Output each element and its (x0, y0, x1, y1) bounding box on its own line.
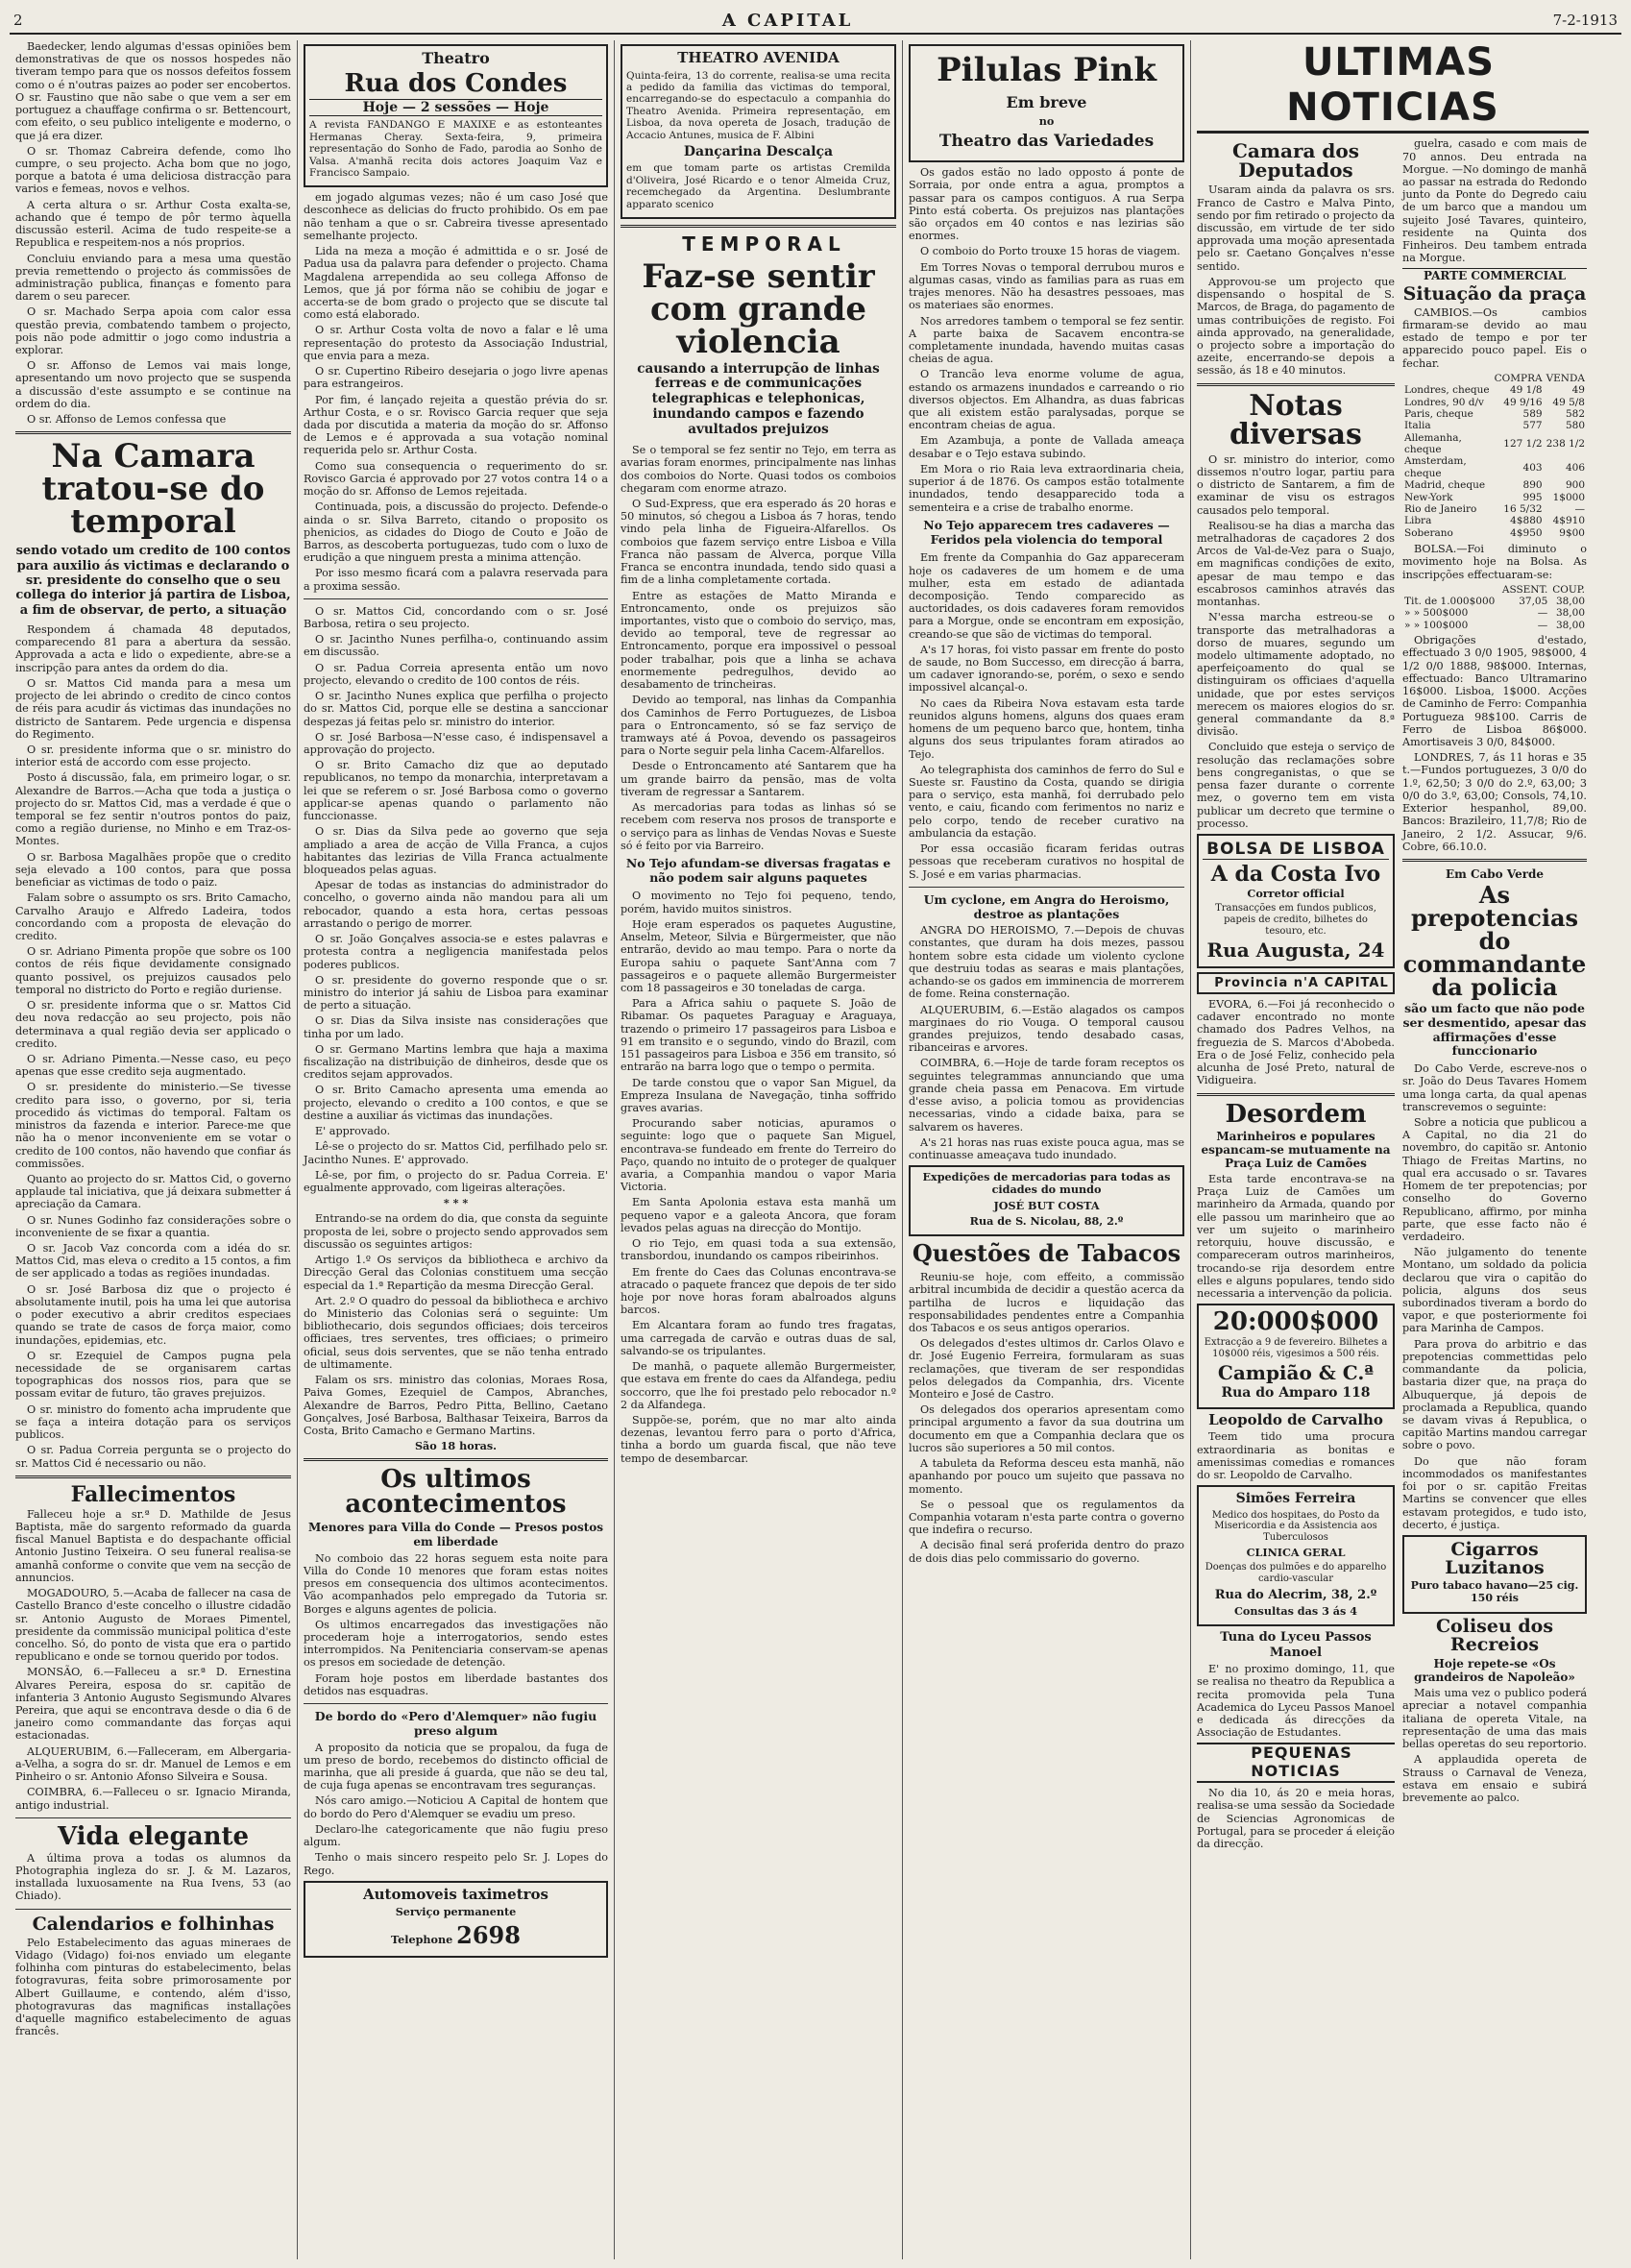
ad-text: Doenças dos pulmões e do apparelho cardio-vascular (1205, 1562, 1387, 1585)
paragraph: Art. 2.º O quadro do pessoal da bibliotheca e archivo do Ministerio das Colonias será o seguinte: Um bibliothecario, dois segundos officiaes; dois terceiros officiaes, tres serventes, tres officiaes; o primeiro oficial, seus dois serventes, que se não tenha entrado de ultimamente. (304, 1294, 608, 1371)
paper-title: A CAPITAL (721, 10, 854, 31)
cell: 582 (1565, 407, 1585, 420)
paragraph: Nos arredores tambem o temporal se fez sentir. A parte baixa de Sacavem encontra-se completamente inundada, havendo muitas casas cheias de agua. (909, 314, 1184, 366)
paragraph: Obrigações d'estado, effectuado 3 0/0 1905, 98$000, 4 1/2 0/0 1888, 98$000. Internas, effectuado: Banco Ultramarino 16$000. Lisboa, 1$000. Acções de Caminho de Ferro: Companhia Portugueza 98$100. Carris de Ferro de Lisboa 86$000. Amortisaveis 3 0/0, 84$000. (1402, 634, 1587, 748)
table-header-cell: VENDA (1546, 372, 1585, 384)
paragraph: MONSÃO, 6.—Falleceu a sr.ª D. Ernestina Alvares Pereira, esposa do sr. capitão de infanteria 3 Antonio Augusto Segismundo Alvares Pereira, que aqui se encontrava desde o dia 6 de janeiro como commandante das forças aqui estacionadas. (15, 1666, 291, 1743)
paragraph: Para prova do arbitrio e das prepotencias commettidas pelo commandante da policia, bastaria dizer que, na praça do Albuquerque, já depois de proclamada a Republica, quando se davam vivas á Republica, o capitão Martins mandou carregar sobre o povo. (1402, 1337, 1587, 1452)
cell: 238 1/2 (1546, 437, 1585, 450)
fallecimentos-title: Fallecimentos (70, 1481, 236, 1507)
paragraph: Desde o Entroncamento até Santarem que ha um grande bairro da pensão, mas de volta tiveram de regressar a Santarem. (621, 760, 896, 798)
cell: 38,00 (1555, 619, 1585, 631)
paragraph: MOGADOURO, 5.—Acaba de fallecer na casa de Castello Branco d'este concelho o illustre cidadão sr. Antonio Augusto de Moraes Pimentel, presidente da commissão municipal politica d'este concelho. Só, do ponto de vista que era o partido republicano e onde se tornou querido por todos. (15, 1587, 291, 1664)
paragraph: N'essa marcha estreou-se o transporte das metralhadoras a dorso de muares, segundo um modelo ultimamente adoptado, no aperfeiçoamento do qual se distinguiram os officiaes d'aquella unidade, que por estes serviços merecem os maiores elogios do sr. general commandante da 8.ª divisão. (1197, 611, 1395, 739)
paragraph: O Trancão leva enorme volume de agua, estando os armazens inundados e carreando o rio diversos objectos. Em Alhandra, as duas fabricas que ali existem estão paralysadas, porque se encontram cheias de agua. (909, 368, 1184, 432)
phone-number: 2698 (456, 1920, 521, 1949)
paragraph: Suppõe-se, porém, que no mar alto ainda dezenas, levantou ferro para o porto d'Africa, tinha a bordo um guarda fiscal, que não teve tempo de desembarcar. (621, 1413, 896, 1465)
paragraph: O Sud-Express, que era esperado ás 20 horas e 50 minutos, só chegou a Lisboa ás 7 horas, tendo vindo pela linha de Figueira-Alfarellos. Os comboios que fazem serviço entre Lisboa e Villa Franca não passam de Alverca, porque Villa Franca se encontra inundada, tendo sido quasi a fim de a linha completamente cortada. (621, 498, 896, 587)
leopoldo-title: Leopoldo de Carvalho (1208, 1411, 1383, 1429)
ad-title: THEATRO AVENIDA (677, 49, 840, 66)
table-header-cell: ASSENT. (1501, 583, 1548, 596)
column-1 (10, 40, 298, 2259)
paragraph: O sr. José Barbosa diz que o projecto é absolutamente inutil, pois ha uma lei que autorisa o poder executivo a abrir creditos especiaes quando se trate de casos de força maior, como inundações, epidemias, etc. (15, 1282, 291, 1347)
paragraph: A decisão final será proferida dentro do prazo de dois dias pelo commissario do governo. (909, 1539, 1184, 1565)
ad-text: Serviço permanente (395, 1905, 517, 1919)
paragraph: Os delegados dos operarios apresentam como principal argumento a favor da sua doutrina um documento em que a Companhia declara que os lucros são superiores a 50 mil contos. (909, 1403, 1184, 1454)
temporal-label: TEMPORAL (682, 232, 846, 256)
table-header (1402, 373, 1587, 384)
paragraph: Por fim, é lançado rejeita a questão prévia do sr. Arthur Costa, e o sr. Rovisco Garcia requer que seja dada por discutida a materia da moção do sr. Affonso de Lemos e é approvada a sua votação nominal requerida pelo sr. Arthur Costa. (304, 393, 608, 457)
vida-elegante-title: Vida elegante (57, 1821, 250, 1851)
ad-text: em que tomam parte os artistas Cremilda d'Oliveira, José Ricardo e o tenor Almeida Cruz, recemchegado da Argentina. Deslumbrante apparato scenico (626, 162, 890, 210)
headline-camara: Na Camara tratou-se do temporal (41, 437, 265, 542)
ad-name: A da Costa Ivo (1210, 862, 1381, 888)
cell: 37,05 (1519, 596, 1548, 608)
cabo-verde-title: Em Cabo Verde (1445, 866, 1545, 881)
paragraph: O sr. presidente informa que o sr. ministro do interior está de accordo com esse projecto. (15, 743, 291, 769)
table-row (1402, 515, 1587, 526)
cell: 127 1/2 (1503, 437, 1543, 450)
ad-pilulas-pink (909, 44, 1184, 162)
ad-text: Extracção a 9 de fevereiro. Bilhetes a 10$000 réis, vigesimos a 500 réis. (1204, 1337, 1388, 1359)
parte-commercial: PARTE COMMERCIAL (1402, 268, 1587, 282)
paragraph: O sr. Barbosa Magalhães propõe que o credito seja elevado a 100 contos, para que possa beneficiar as victimas de todo o paiz. (15, 850, 291, 890)
cell: Amsterdam, cheque (1404, 455, 1467, 479)
cyclone-title: Um cyclone, em Angra do Heroismo, destroe as plantações (923, 891, 1170, 921)
table-row (1402, 455, 1587, 479)
paragraph: ALQUERUBIM, 6.—Falleceram, em Albergaria-a-Velha, a sogra do sr. dr. Manuel de Lemos e em Pinheiro o sr. Antonio Afonso Silveira e Sousa. (15, 1744, 291, 1784)
divider (304, 1703, 608, 1704)
ad-show: Dançarina Descalça (683, 143, 834, 159)
divider (15, 1909, 291, 1910)
ad-sessions: Hoje — 2 sessões — Hoje (309, 99, 602, 117)
paragraph: guelra, casado e com mais de 70 annos. Deu entrada na Morgue. —No domingo de manhã ao passar na estrada do Redondo junto da Ponte do Degredo caiu de um barco que a mandou um sujeito José Tavares, quinteiro, residente na Quinta dos Finheiros. Deu tambem entrada na Morgue. (1402, 137, 1587, 265)
paragraph: O sr. Mattos Cid manda para a mesa um projecto de lei abrindo o credito de cinco contos de réis para acudir ás victimas das inundações no districto de Santarem. Pede urgencia e dispensa do Regimento. (15, 676, 291, 741)
cell: 49 1/8 (1509, 384, 1543, 397)
ad-title: Automoveis taximetros (363, 1885, 548, 1903)
paragraph: O sr. Jacob Vaz concorda com a idéa do sr. Mattos Cid, mas eleva o credito a 15 contos, a fim de ser applicado a todas as regiões inundadas. (15, 1242, 291, 1280)
headline-temporal: Faz-se sentir com grande violencia (642, 256, 875, 361)
paragraph: Do que não foram incommodados os manifestantes foi por o sr. capitão Freitas Martins se convencer que elles estavam protegidos, e tudo isto, decerto, é justiça. (1402, 1454, 1587, 1531)
cell: 589 (1522, 407, 1543, 420)
ad-cigarros (1402, 1535, 1587, 1614)
cell: 900 (1565, 479, 1585, 492)
paragraph: Hoje eram esperados os paquetes Augustine, Anselm, Meteor, Silvia e Bürgermeister, que não entrarão, devido ao mau tempo. Para o norte da Europa sahiu o paquete Sant'Anna com 7 passageiros e o paquete allemão Burgermeister com 18 passageiros e 30 toneladas de carga. (621, 917, 896, 994)
paragraph: em jogado algumas vezes; não é um caso José que desconhece as delicias do fructo prohibido. Os em pae não tenham a que o sr. Cabreira tivesse apresentado semelhante projecto. (304, 191, 608, 242)
divider (1197, 1093, 1395, 1096)
ad-lottery (1197, 1304, 1395, 1409)
article-text: O sr. Affonso de Lemos confessa que (27, 413, 227, 427)
cell: Londres, 90 d/v (1404, 396, 1484, 408)
paragraph: ANGRA DO HEROISMO, 7.—Depois de chuvas constantes, que duram ha dois mezes, passou hontem sobre esta cidade um violento cyclone que destruiu todas as searas e mais plantações, achando-se os gados em imminencia de morrerem de fome. Reina consternação. (909, 924, 1184, 1001)
paragraph: Nós caro amigo.—Noticiou A Capital de hontem que do bordo do Pero d'Alemquer se evadiu um preso. (304, 1794, 608, 1820)
tabacos-title: Questões de Tabacos (912, 1239, 1181, 1268)
notas-title: Notas diversas (1229, 388, 1362, 451)
cell: 4$910 (1552, 515, 1585, 527)
paragraph: O sr. presidente do ministerio.—Se tivesse credito para isso, o governo, por si, teria procedido ás victimas do temporal. Faltam os ministros da fazenda e interior. Parece-me que não ha o menor inconveniente em se votar o credito de 100 contos, não havendo que confiar ás commissões. (15, 1081, 291, 1170)
paragraph: Em frente do Caes das Colunas encontrava-se atracado o paquete francez que depois de ter sido hoje por nove horas foram abalroados alguns barcos. (621, 1265, 896, 1317)
cell: 403 (1522, 461, 1543, 474)
table-row (1402, 596, 1587, 607)
paragraph: São 18 horas. (414, 1439, 498, 1453)
table-row (1402, 620, 1587, 631)
paragraph: Apesar de todas as instancias do administrador do concelho, o governo ainda não mandou para ali um rebocador, quando a esta hora, certas pessoas arrastando o perigo de morrer. (304, 879, 608, 930)
paragraph: Declaro-lhe categoricamente que não fugiu preso algum. (304, 1822, 608, 1849)
table-row (1402, 432, 1587, 456)
ad-automoveis (304, 1881, 608, 1958)
divider (909, 887, 1184, 888)
cell: 4$880 (1510, 515, 1543, 527)
ad-text: Theatro das Variedades (938, 132, 1155, 152)
paragraph: O sr. Dias da Silva insiste nas considerações que tinha por um lado. (304, 1014, 608, 1040)
column-4 (903, 40, 1191, 2259)
cell: 4$950 (1510, 526, 1543, 539)
cadaveres-title: No Tejo apparecem tres cadaveres — Feridos pela violencia do temporal (923, 517, 1170, 547)
cell: 9$00 (1559, 526, 1585, 539)
cell: New-York (1404, 491, 1453, 503)
bolsa-table (1402, 584, 1587, 632)
paragraph: O sr. Mattos Cid, concordando com o sr. José Barbosa, retira o seu projecto. (304, 604, 608, 631)
paragraph: Se o pessoal que os regulamentos da Companhia votaram n'esta parte contra o governo que indefira o recurso. (909, 1498, 1184, 1537)
article-text: O sr. Machado Serpa apoia com calor essa questão previa, combatendo tambem o projecto, pois não pode admittir o jogo como industria a explorar. (15, 305, 291, 357)
table-header-cell (1402, 584, 1499, 596)
paragraph: BOLSA.—Foi diminuto o movimento hoje na Bolsa. As inscripções effectuaram-se: (1402, 543, 1587, 581)
paragraph: O sr. Germano Martins lembra que haja a maxima fiscalização na distribuição de dinheiros, desde que os creditos sejam approvados. (304, 1042, 608, 1082)
paragraph: Por essa occasião ficaram feridas outras pessoas que receberam curativos no hospital de S. José e em varias pharmacias. (909, 842, 1184, 881)
paragraph: Não julgamento do tenente Montano, um soldado da policia declarou que vira o capitão do policia, alguns dos seus subordinados tiveram a bordo do vapor, e que posteriormente foi para Marinha de Campos. (1402, 1246, 1587, 1335)
paragraph: Para a Africa sahiu o paquete S. João de Ribamar. Os paquetes Paraguay e Araguaya, trazendo o primeiro 17 passageiros para Lisboa e 91 em transito e o segundo, vindo do Brazil, com 151 passageiros para Lisboa e 356 em transito, só entrarão na barra logo que o tempo o permita. (621, 997, 896, 1074)
paragraph: O sr. Brito Camacho diz que ao deputado republicanos, no tempo da monarchia, interpretavam a lei que se referem o sr. José Barbosa como o governo applicar-se apenas quando o parlamento não funccionasse. (304, 759, 608, 823)
paragraph: Falleceu hoje a sr.ª D. Mathilde de Jesus Baptista, mãe do sargento reformado da guarda fiscal Manuel Baptista e do despachante official Antonio Justino Teixeira. O seu funeral realisa-se amanhã conforme o convite que vem na secção de annuncios. (15, 1507, 291, 1584)
table-header (1402, 584, 1587, 596)
divider (15, 1475, 291, 1478)
paragraph: Lê-se o projecto do sr. Mattos Cid, perfilhado pelo sr. Jacintho Nunes. E' approvado. (304, 1140, 608, 1166)
ad-text: Consultas das 3 ás 4 (1234, 1604, 1357, 1619)
cell: Madrid, cheque (1404, 479, 1486, 492)
divider (304, 1458, 608, 1461)
paragraph: Em Alcantara foram ao fundo tres fragatas, uma carregada de carvão e outras duas de sal, salvando-se os tripulantes. (621, 1319, 896, 1357)
paragraph: Respondem á chamada 48 deputados, comparecendo 81 para a abertura da sessão. Approvada a acta e lido o expediente, abre-se a inscripção para antes da ordem do dia. (15, 622, 291, 674)
provincia-title: Provincia n'A CAPITAL (1197, 972, 1395, 994)
ad-text: Medico dos hospitaes, do Posto da Misericordia e da Assistencia aos Tuberculosos (1211, 1509, 1380, 1544)
paragraph: No caes da Ribeira Nova estavam esta tarde reunidos alguns homens, alguns dos quaes eram homens de um pequeno barco que, hontem, tinha alguns dos seus tripulantes foram atirados ao Tejo. (909, 696, 1184, 761)
table-header-cell (1402, 373, 1493, 384)
article-text: Concluiu enviando para a mesa uma questão previa remettendo o projecto ás commissões de administração publica, finanças e fomento para darem o seu parecer. (15, 252, 291, 304)
ad-title: Simões Ferreira (1235, 1491, 1356, 1507)
cell: Londres, cheque (1404, 384, 1490, 397)
paragraph: O sr. Dias da Silva pede ao governo que seja ampliado a area de acção de Villa Franca, a cujos habitantes das lezirias de Villa Franca actualmente bloqueados pelas aguas. (304, 825, 608, 876)
paragraph: Os gados estão no lado opposto á ponte de Sorraia, por onde entra a agua, promptos a passar para os campos contiguos. A rua Serpa Pinto está coberta. Os prejuizos nas plantações são orçados em 40 contos e nas lezirias são enormes. (909, 166, 1184, 243)
ad-bolsa-lisboa (1197, 834, 1395, 968)
prepotencias-sub: são um facto que não pode ser desmentido, apesar das affirmações d'esse funccionario (1402, 1001, 1587, 1059)
coliseu-title: Coliseu dos Recreios (1435, 1615, 1554, 1655)
ad-name: Campião & C.ª (1217, 1360, 1375, 1384)
cell: Tit. de 1.000$000 (1404, 596, 1496, 608)
subheadline-camara: sendo votado um credito de 100 contos para auxilio ás victimas e declarando o sr. presidente do conselho que o seu collega do interior já partira de Lisboa, a fim de observar, de perto, a situação (15, 544, 291, 618)
cell: Rio de Janeiro (1404, 502, 1477, 515)
paragraph: Em frente da Companhia do Gaz appareceram hoje os cadaveres de um homem e de uma mulher, esta em estado de adiantada decomposição. Tendo comparecido as auctoridades, os dois cadaveres foram removidos para a Morgue, onde se encontram em exposição, creando-se que são de victimas do temporal. (909, 551, 1184, 641)
column-5 (1191, 40, 1594, 2259)
column-3 (615, 40, 903, 2259)
ad-text: A revista FANDANGO E MAXIXE e as estonteantes Hermanas Cheray. Sexta-feira, 9, primeira representação do Sonho de Fado, parodia ao Sonho de Valsa. A'manhã recita dois actores Joaquim Vaz e Francisco Sampaio. (309, 119, 602, 179)
divider (1402, 859, 1587, 862)
paragraph: O sr. Adriano Pimenta.—Nesse caso, eu peço apenas que esse credito seja augmentado. (15, 1052, 291, 1079)
paragraph: Devido ao temporal, nas linhas da Companhia dos Caminhos de Ferro Portuguezes, de Lisboa para o Entroncamento, só se faz serviço de tramways até á Povoa, devendo os passageiros para o Norte seguir pela linha Cacem-Alfarellos. (621, 694, 896, 758)
paragraph: O movimento no Tejo foi pequeno, tendo, porém, havido muitos sinistros. (621, 890, 896, 915)
camara-title: Camara dos Deputados (1231, 139, 1360, 183)
ad-text: Quinta-feira, 13 do corrente, realisa-se uma recita a pedido da familia das victimas do temporal, encarregando-se do espectaculo a companhia do Theatro Avenida. Primeira representação, em Lisboa, da nova opereta de Josach, tradução de Accacio Antunes, musica de F. Albini (626, 69, 890, 141)
paragraph: COIMBRA, 6.—Falleceu o sr. Ignacio Miranda, antigo industrial. (15, 1786, 291, 1812)
desordem-title: Desordem (1225, 1099, 1367, 1129)
paragraph: O sr. Cupertino Ribeiro desejaria o jogo livre apenas para estrangeiros. (304, 365, 608, 391)
cell: 49 9/16 (1503, 396, 1543, 408)
table-row (1402, 384, 1587, 396)
paragraph: E' approvado. (315, 1125, 391, 1138)
cell: 580 (1565, 420, 1585, 432)
table-row (1402, 607, 1587, 619)
ad-text: Puro tabaco havano—25 cig. 150 réis (1410, 1578, 1579, 1604)
cell: 577 (1522, 420, 1543, 432)
paragraph: Ao telegraphista dos caminhos de ferro do Sul e Sueste sr. Faustino da Costa, quando se dirigia para o serviço, esta manhã, foi derrubado pelo vento, e caiu, ficando com ferimentos no nariz e pelo corpo, tendo de receber curativo na ambulancia da estação. (909, 763, 1184, 840)
ad-text: Transacções em fundos publicos, papeis de credito, bilhetes do tesouro, etc. (1215, 903, 1376, 937)
article-text: A certa altura o sr. Arthur Costa exalta-se, achando que é tempo de pôr termo àquella discussão esteril. Acima de tudo respeite-se a Republica e respeitem-nos a nós proprios. (15, 198, 291, 250)
paragraph: Quanto ao projecto do sr. Mattos Cid, o governo applaude tal iniciativa, que já deixara submetter á apreciação da Camara. (15, 1172, 291, 1211)
paragraph: Falam os srs. ministro das colonias, Moraes Rosa, Paiva Gomes, Ezequiel de Campos, Abranches, Alexandre de Barros, Pedro Pitta, Bellino, Caetano Gonçalves, José Barbosa, Balthasar Teixeira, Barros da Costa, Brito Camacho e Germano Martins. (304, 1374, 608, 1437)
masthead (10, 8, 1621, 35)
paragraph: Posto á discussão, fala, em primeiro logar, o sr. Alexandre de Barros.—Acha que toda a justiça o projecto do sr. Mattos Cid, mas a verdade é que o temporal se fez sentir n'outros pontos do paiz, como a região duriense, no Minho e em Traz-os-Montes. (15, 771, 291, 848)
coliseu-sub: Hoje repete-se «Os grandeiros de Napoleão» (1414, 1656, 1575, 1685)
bordo-title: De bordo do «Pero d'Alemquer» não fugiu preso algum (314, 1709, 597, 1738)
divider (1197, 383, 1395, 386)
cell: 406 (1565, 461, 1585, 474)
lottery-prize: 20:000$000 (1212, 1307, 1379, 1337)
cell: 890 (1522, 479, 1543, 492)
columns-grid (10, 40, 1621, 2259)
ad-address: Rua do Amparo 118 (1221, 1384, 1371, 1401)
ultimos-sub: Menores para Villa do Conde — Presos postos em liberdade (307, 1521, 604, 1549)
ad-text: CLINICA GERAL (1246, 1546, 1346, 1560)
table-row (1402, 527, 1587, 539)
cell: 995 (1522, 491, 1543, 503)
cell: — (1537, 607, 1548, 620)
ad-address: Rua do Alecrim, 38, 2.º (1214, 1587, 1377, 1602)
table-row (1402, 479, 1587, 491)
cell: 1$000 (1552, 491, 1585, 503)
column-5b (1402, 137, 1587, 1853)
ad-title: Theatro (422, 49, 490, 67)
paragraph: CAMBIOS.—Os cambios firmaram-se devido ao mau estado de tempo e por ter apparecido pouco papel. Eis o fechar. (1402, 305, 1587, 370)
paragraph: De tarde constou que o vapor San Miguel, da Empreza Insulana de Navegação, tinha soffrido graves avarias. (621, 1076, 896, 1114)
paragraph: A applaudida opereta de Strauss o Carnaval de Veneza, estava em ensaio e subirá brevemente ao palco. (1402, 1753, 1587, 1804)
ad-theatro-avenida (621, 44, 896, 219)
paragraph: E' no proximo domingo, 11, que se realisa no theatro da Republica a recita promovida pela Tuna Academica do Lyceu Passos Manoel e dedicada ás direcções da Associação de Estudantes. (1197, 1663, 1395, 1740)
ad-address: Rua Augusta, 24 (1206, 938, 1385, 962)
paragraph: Teem tido uma procura extraordinaria as bonitas e amenissimas comedias e romances do sr. Leopoldo de Carvalho. (1197, 1430, 1395, 1481)
paragraph: Em Mora o rio Raia leva extraordinaria cheia, superior á de 1876. Os campos estão totalmente inundados, tendo desapparecido toda a sementeira e a crise de trabalho enorme. (909, 462, 1184, 514)
cell: — (1537, 619, 1548, 631)
paragraph: Lida na meza a moção é admittida e o sr. José de Padua usa da palavra para defender o projecto. Chama Magdalena arrependida ao seu collega Affonso de Lemos, que já por fórma não se cohibiu de jogar e accerta-se de bom grado o projecto que se discute tal como está elaborado. (304, 245, 608, 322)
paragraph: O sr. Brito Camacho apresenta uma emenda ao projecto, elevando o credito a 100 contos, e que se destine a auxiliar ás victimas das inundações. (304, 1084, 608, 1122)
table-row (1402, 397, 1587, 408)
ad-theatro-rua-condes (304, 44, 608, 187)
divider (15, 431, 291, 434)
paragraph: Tenho o mais sincero respeito pelo Sr. J. Lopes do Rego. (304, 1851, 608, 1877)
paragraph: Falam sobre o assumpto os srs. Brito Camacho, Carvalho Araujo e Alfredo Ladeira, todos concordando com a proposta de elevação do credito. (15, 891, 291, 943)
tuna-title: Tuna do Lyceu Passos Manoel (1220, 1630, 1372, 1660)
ad-title: Pilulas Pink (937, 51, 1156, 89)
cell: » » 100$000 (1404, 619, 1469, 631)
paragraph: O sr. João Gonçalves associa-se e estes palavras e protesta contra a negligencia manifestada pelos poderes publicos. (304, 933, 608, 971)
cell: 38,00 (1555, 596, 1585, 608)
ad-title: Expedições de mercadorias para todas as cidades do mundo (922, 1170, 1171, 1197)
camara-body (15, 623, 291, 1470)
table-header-cell: COMPRA (1494, 372, 1543, 384)
subheadline-temporal: causando a interrupção de linhas ferreas e de communicações telegraphicas e telephonicas, inundando campos e fazendo avultados prejuizos (637, 360, 880, 438)
exchange-rates-table (1402, 373, 1587, 539)
cell: » » 500$000 (1404, 607, 1469, 620)
phone-label: Telephone (391, 1932, 453, 1946)
paragraph: Procurando saber noticias, apuramos o seguinte: logo que o paquete San Miguel, encontrava-se fundeado em frente do Terreiro do Paço, quando no intuito de o proteger de qualquer avaria, a Companhia mandou o vapor Maria Victoria. (621, 1117, 896, 1194)
paragraph: Entre as estações de Matto Miranda e Entroncamento, onde os prejuizos são importantes, visto que o comboio do serviço, mas, devido ao temporal, teve de regressar ao Entroncamento, porque era impossivel o pessoal poder trabalhar, pois que a linha se achava enormemente pedregulhos, devido ao desabamento de trincheiras. (621, 589, 896, 692)
paragraph: O sr. presidente informa que o sr. Mattos Cid deu nova redacção ao seu projecto, pois não determinava a qual região devia ser applicado o credito. (15, 999, 291, 1050)
paragraph: O sr. Adriano Pimenta propõe que sobre os 100 contos de réis fique devidamente consignado quanto possivel, os prejuizos causados pelo temporal no districto do Porto e região duriense. (15, 945, 291, 996)
tejo-subheadline: No Tejo afundam-se diversas fragatas e não podem sair alguns paquetes (625, 855, 891, 885)
paragraph: A's 17 horas, foi visto passar em frente do posto de saude, no Bom Successo, em direcção á barra, um cadaver ignorando-se, porém, o sexo e sendo impossivel alcançal-o. (909, 643, 1184, 695)
column-5a (1197, 137, 1395, 1853)
calendarios-title: Calendarios e folhinhas (32, 1913, 275, 1935)
divider (304, 598, 608, 599)
paragraph: Em Azambuja, a ponte de Vallada ameaça desabar e o Tejo estava subindo. (909, 434, 1184, 460)
paragraph: Pelo Estabelecimento das aguas mineraes de Vidago (Vidago) foi-nos enviado um elegante folhinha com pinturas do estabelecimento, belas fotogravuras, feita sobre primorosamente por Albert Guillaume, e contendo, além d'isso, photogravuras das magnificas installações d'aquelle magnifico estabelecimento de aguas francês. (15, 1936, 291, 2038)
paragraph: EVORA, 6.—Foi já reconhecido o cadaver encontrado no monte chamado dos Padres Velhos, na freguezia de S. Marcos d'Abobeda. Era o de José Feliz, conhecido pela alcunha de José Preto, natural de Vidigueira. (1197, 997, 1395, 1087)
divider (621, 225, 896, 228)
paragraph: Approvou-se um projecto que dispensando o hospital de S. Marcos, de Braga, do pagamento de umas contribuições de registo. Foi ainda approvado, na generalidade, o projecto sobre a importação do azeite, encerrando-se depois a sessão, ás 18 e 40 minutos. (1197, 275, 1395, 378)
paragraph: O sr. ministro do interior, como dissemos n'outro logar, partiu para o districto de Santarem, a fim de examinar de visu os estragos causados pelo temporal. (1197, 452, 1395, 517)
ad-text: no (1038, 113, 1055, 128)
cell: 16 5/32 (1503, 502, 1543, 515)
pequenas-noticias-title: PEQUENAS NOTICIAS (1197, 1743, 1395, 1783)
paragraph: Artigo 1.º Os serviços da bibliotheca e archivo da Direcção Geral das Colonias constituem uma secção especial da 1.ª Repartição da mesma Direcção Geral. (304, 1254, 608, 1292)
paragraph: LONDRES, 7, ás 11 horas e 35 t.—Fundos portuguezes, 3 0/0 do 1.º, 62,50; 3 0/0 do 2.º, 63,00; 3 0/0 do 3.º, 63,00; Consols, 74,10. Exterior hespanhol, 89,00. Bancos: Brazileiro, 11,7/8; Rio de Janeiro, 2 1/2. Assucar, 9/6. Cobre, 66.10.0. (1402, 751, 1587, 853)
paragraph: O sr. Arthur Costa volta de novo a falar e lê uma representação do protesto da Associação Industrial, que envia para a meza. (304, 324, 608, 362)
table-header-cell: COUP. (1552, 583, 1585, 596)
ad-text: Corretor official (1247, 887, 1345, 901)
paragraph: A's 21 horas nas ruas existe pouca agua, mas se continuasse ameaçava tudo inundado. (909, 1135, 1184, 1161)
cell: 49 (1571, 384, 1585, 397)
paragraph: Realisou-se ha dias a marcha das metralhadoras de caçadores 2 dos Arcos de Val-de-Vez para o Suajo, em magnificas condições de exito, apesar de mau tempo e das escabrosos caminhos através das montanhas. (1197, 519, 1395, 609)
table-row (1402, 408, 1587, 420)
article-text: O sr. Affonso de Lemos vai mais longe, apresentando um novo projecto que se suspenda a discussão d'este assumpto e se continue na ordem do dia. (15, 359, 291, 410)
praca-title: Situação da praça (1402, 282, 1587, 305)
paragraph: No dia 10, ás 20 e meia horas, realisa-se uma sessão da Sociedade de Sciencias Agronomicas de Portugal, para se proceder á eleição da direcção. (1197, 1787, 1395, 1851)
paragraph: ALQUERUBIM, 6.—Estão alagados os campos marginaes do rio Vouga. O temporal causou grandes prejuizos, tendo desabado casas, ribanceiras e arvores. (909, 1003, 1184, 1055)
paragraph: Mais uma vez o publico poderá apreciar a notavel companhia italiana de opereta Vitale, na representação de uma das mais bellas operetas do seu reportorio. (1402, 1687, 1587, 1751)
table-row (1402, 492, 1587, 503)
ad-title: BOLSA DE LISBOA (1203, 840, 1389, 860)
paragraph: Em Santa Apolonia estava esta manhã um pequeno vapor e a galeota Ancora, que foram levados pelas aguas na direcção do Montijo. (621, 1196, 896, 1234)
cell: Paris, cheque (1404, 407, 1473, 420)
paragraph: O sr. Jacintho Nunes explica que perfilha o projecto do sr. Mattos Cid, porque elle se destina a sanccionar despezas já feitas pelo sr. ministro do interior. (304, 690, 608, 728)
paragraph: De manhã, o paquete allemão Burgermeister, que estava em frente do caes da Alfandega, pediu soccorro, que lhe foi prestado pelo rebocador n.º 2 da Alfandega. (621, 1360, 896, 1411)
paragraph: O sr. Jacintho Nunes perfilha-o, continuando assim em discussão. (304, 633, 608, 659)
ad-simoes-ferreira (1197, 1485, 1395, 1626)
paragraph: Foram hoje postos em liberdade bastantes dos detidos nas esquadras. (304, 1671, 608, 1697)
paragraph: Os ultimos encarregados das investigações não procederam hoje a interrogatorios, sendo estes interrompidos. Na Penitenciaria conservam-se apenas os presos em sociedade de detenção. (304, 1618, 608, 1670)
paragraph: A proposito da noticia que se propalou, da fuga de um preso de bordo, recebemos do distincto official de marinha, que ali preside á guarda, que não se deu tal, de cuja fuga apenas se encontravam tres seguranças. (304, 1741, 608, 1792)
paragraph: Em Torres Novas o temporal derrubou muros e algumas casas, vindo as familias para as ruas em trajes menores. Não ha desastres pessoaes, mas os materiaes são enormes. (909, 260, 1184, 312)
paragraph: Como sua consequencia o requerimento do sr. Rovisco Garcia é approvado por 27 votos contra 14 o a moção do sr. Affonso de Lemos rejeitada. (304, 459, 608, 499)
paragraph: O comboio do Porto trouxe 15 horas de viagem. (920, 245, 1181, 258)
paragraph: Esta tarde encontrava-se na Praça Luiz de Camões um marinheiro da Armada, quando por elle passou um marinheiro que ao ver um sujeito o marinheiro retorquiu, houve discussão, e compareceram outros marinheiros, trocando-se rija desordem entre elles e alguns populares, tendo sido necessaria a intervenção da policia. (1197, 1172, 1395, 1300)
ad-text: Em breve (1006, 93, 1087, 111)
cell: Italia (1404, 420, 1431, 432)
divider (15, 1817, 291, 1818)
ad-theatre-name: Rua dos Condes (344, 68, 568, 98)
ad-text: Rua de S. Nicolau, 88, 2.º (969, 1213, 1124, 1228)
paragraph: O sr. José Barbosa—N'esse caso, é indispensavel a approvação do projecto. (304, 730, 608, 757)
paragraph: Usaram ainda da palavra os srs. Franco de Castro e Malva Pinto, sendo por fim retirado o projecto da discussão, em virtude de ter sido approvada uma moção apresentada pelo sr. Caetano Gonçalves n'esse sentido. (1197, 183, 1395, 273)
paragraph: Reuniu-se hoje, com effeito, a commissão arbitral incumbida de decidir a questão acerca da partilha de lucros e liquidação das responsabilidades pendentes entre a Companhia dos Tabacos e os seus antigos operarios. (909, 1271, 1184, 1334)
paragraph: O sr. ministro do fomento acha imprudente que se faça a inteira dotação para os serviços publicos. (15, 1402, 291, 1442)
paragraph: O sr. Ezequiel de Campos pugna pela necessidade de se organisarem cartas topographicas dos nossos rios, para que se possam evitar de futuro, tão graves prejuizos. (15, 1349, 291, 1401)
paragraph: O rio Tejo, em quasi toda a sua extensão, transbordou, inundando os campos ribeirinhos. (621, 1237, 896, 1263)
cell: 38,00 (1555, 607, 1585, 620)
paragraph: Concluido que esteja o serviço de resolução das reclamações sobre bens congreganistas, o que se pensa fazer durante o corrente mez, o governo tem em vista publicar um decreto que termine o processo. (1197, 741, 1395, 830)
paragraph: Do Cabo Verde, escreve-nos o sr. João do Deus Tavares Homem uma longa carta, da qual apenas transcrevemos o seguinte: (1402, 1062, 1587, 1113)
ad-text: JOSÉ BUT COSTA (993, 1198, 1100, 1212)
paragraph: No comboio das 22 horas seguem esta noite para Villa do Conde 10 menores que foram estas noites presos em consequencia dos ultimos acontecimentos. Vão acompanhados pelo empregado da Tutoria sr. Borges e alguns agentes de policia. (304, 1551, 608, 1616)
paragraph: A tabuleta da Reforma desceu esta manhã, não apanhando por pouco um sujeito que passava no momento. (909, 1457, 1184, 1496)
ultimos-title: Os ultimos acontecimentos (345, 1465, 567, 1520)
cell: — (1574, 502, 1585, 515)
ad-title: Cigarros Luzitanos (1445, 1538, 1545, 1578)
paragraph: Sobre a noticia que publicou a A Capital, no dia 21 do novembro, do capitão sr. Antonio Thiago de Freitas Martins, no qual era accusado o sr. Tavares Homem de ter prepotencias; por conselho do Governo Republicano, affirmo, por minha parte, que esse facto não é verdadeiro. (1402, 1115, 1587, 1243)
issue-date: 7-2-1913 (1552, 12, 1618, 29)
paragraph: Por isso mesmo ficará com a palavra reservada para a proxima sessão. (304, 567, 608, 593)
paragraph: Os delegados d'estes ultimos dr. Carlos Olavo e dr. José Eugenio Ferreira, formularam as suas reclamações, que tiveram de ser respondidas pelos delegados da Companhia, drs. Vicente Monteiro e José de Castro. (909, 1337, 1184, 1402)
paragraph: O sr. Nunes Godinho faz considerações sobre o inconveniente de se fixar a quantia. (15, 1213, 291, 1239)
table-row (1402, 420, 1587, 431)
cell: Libra (1404, 515, 1432, 527)
page-number: 2 (13, 12, 23, 29)
ad-expedicoes (909, 1165, 1184, 1236)
cell: Soberano (1404, 526, 1453, 539)
paragraph: Lê-se, por fim, o projecto do sr. Padua Correia. E' egualmente approvado, com ligeiras alterações. (304, 1168, 608, 1195)
column-2 (298, 40, 615, 2259)
prepotencias-title: As prepotencias do commandante da policia (1402, 881, 1587, 1002)
paragraph: Se o temporal se fez sentir no Tejo, em terra as avarias foram enormes, principalmente nas linhas dos comboios do Norte. Quasi todos os comboios chegaram com enorme atrazo. (621, 444, 896, 495)
cell: Allemanha, cheque (1404, 431, 1462, 456)
paragraph: COIMBRA, 6.—Hoje de tarde foram receptos os seguintes telegrammas annunciando que uma grande cheia passa em Penacova. Em virtude d'esse aviso, a policia tomou as providencias necessarias, vindo a cidade baixa, para se salvarem os haveres. (909, 1057, 1184, 1134)
paragraph: O sr. Padua Correia pergunta se o projecto do sr. Mattos Cid é necessario ou não. (15, 1444, 291, 1470)
cell: 49 5/8 (1552, 396, 1585, 408)
article-text: O sr. Thomaz Cabreira defende, como lho cumpre, o seu projecto. Acha bom que no jogo, porque a batota é uma deliciosa distracção para varios e femeas, novos e velhos. (15, 144, 291, 196)
column-5-split (1197, 137, 1589, 1853)
paragraph: Entrando-se na ordem do dia, que consta da seguinte proposta de lei, sobre o projecto sendo approvados sem discussão os seguintes artigos: (304, 1212, 608, 1251)
paragraph: Continuada, pois, a discussão do projecto. Defende-o ainda o sr. Silva Barreto, citando o proposito os phenicios, as cidades do Diogo de Couto e João de Barros, as descoberta portuguezas, tudo com o luxo de erudição a que ninguem presta a minima attenção. (304, 500, 608, 565)
table-row (1402, 503, 1587, 515)
paragraph: O sr. Padua Correia apresenta então um novo projecto, elevando o credito de 100 contos de réis. (304, 661, 608, 687)
separator-stars: * * * (443, 1196, 469, 1210)
paragraph: A última prova a todas os alumnos da Photographia ingleza do sr. J. & M. Lazaros, installada luxuosamente na Rua Ivens, 53 (ao Chiado). (15, 1851, 291, 1903)
article-text: Baedecker, lendo algumas d'essas opiniões bem demonstrativas de que os nossos hospedes não tiveram tempo para que os nossos defeitos fossem como o é n'outras paizes ao poder ser encobertos. O sr. Faustino que não sabe o que vem a ser em portuguez a chauffage confirma o sr. Bettencourt, com efeito, o seu publico inteligente e moderno, o que já era dizer. (15, 40, 291, 142)
desordem-sub: Marinheiros e populares espancam-se mutuamente na Praça Luiz de Camões (1201, 1129, 1391, 1170)
ad-phone (309, 1922, 602, 1949)
paragraph: O sr. presidente do governo responde que o sr. ministro do interior já sahiu de Lisboa para examinar de perto a situação. (304, 973, 608, 1012)
ultimas-noticias-banner: ULTIMAS NOTICIAS (1197, 40, 1589, 134)
paragraph: As mercadorias para todas as linhas só se recebem com reserva nos prosos de transporte e o serviço para as linhas de Vendas Novas e Sueste só é feito por via Barreiro. (621, 801, 896, 852)
